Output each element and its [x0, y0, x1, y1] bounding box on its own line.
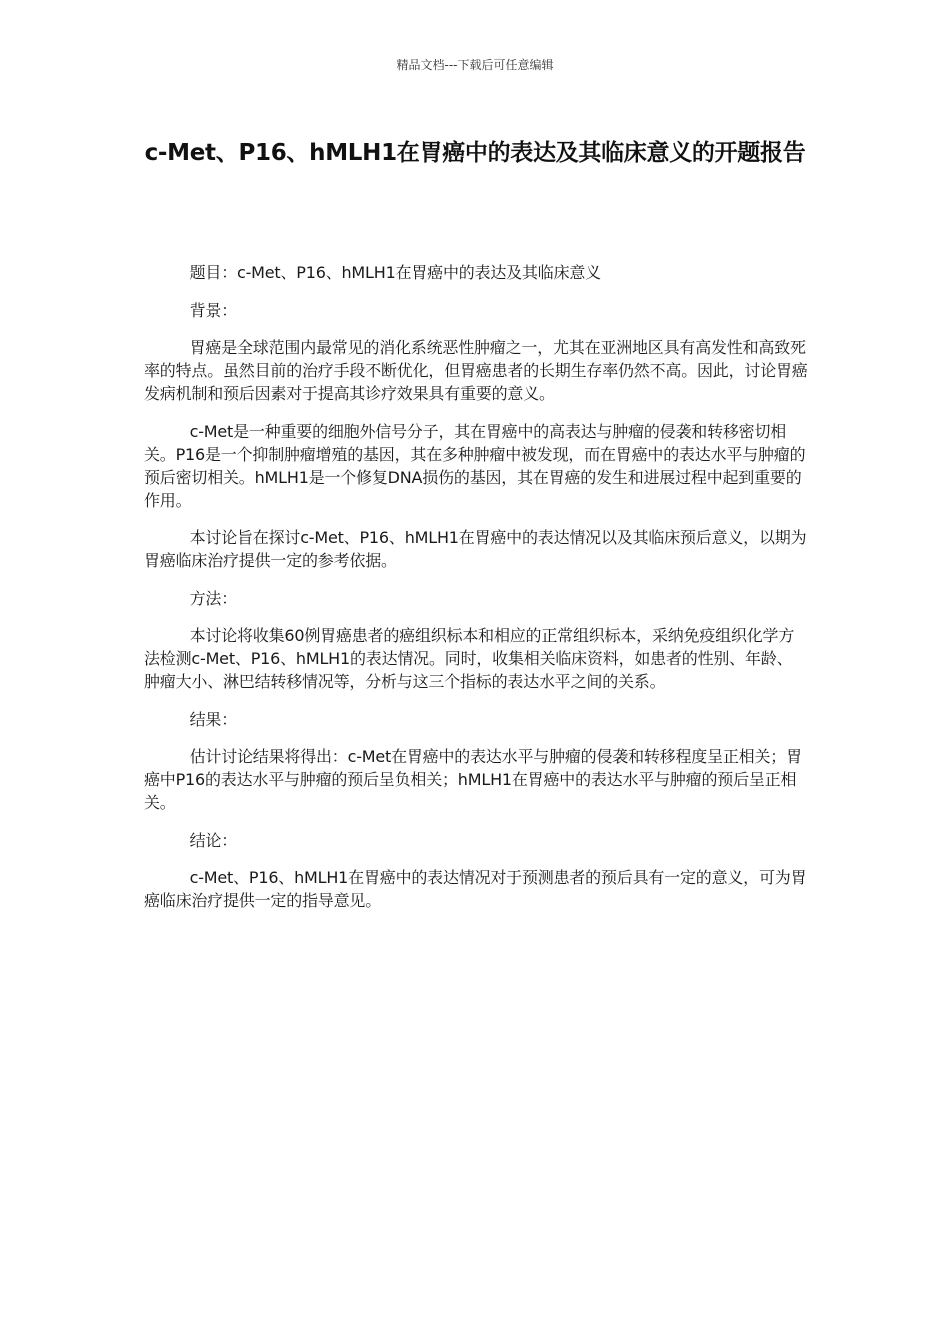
paragraph-background-1: 胃癌是全球范围内最常见的消化系统恶性肿瘤之一，尤其在亚洲地区具有高发性和高致死率的特点。虽然目前的治疗手段不断优化，但胃癌患者的长期生存率仍然不高。因此，讨论胃癌发病机制和预后因素对于提高其诊疗效果具有重要的意义。 — [144, 338, 808, 403]
section-heading-methods: 方法： — [189, 588, 237, 608]
section-heading-results: 结果： — [189, 709, 237, 729]
paragraph-results: 估计讨论结果将得出：c-Met在胃癌中的表达水平与肿瘤的侵袭和转移程度呈正相关；胃癌中P16的表达水平与肿瘤的预后呈负相关；hMLH1在胃癌中的表达水平与肿瘤的预后呈正相关。 — [144, 747, 802, 812]
section-heading-background: 背景： — [189, 300, 237, 320]
document-body — [144, 261, 808, 927]
paragraph-conclusion: c-Met、P16、hMLH1在胃癌中的表达情况对于预测患者的预后具有一定的意义，可为胃癌临床治疗提供一定的指导意见。 — [144, 868, 807, 910]
header-note: 精品文档---下载后可任意编辑 — [396, 58, 554, 72]
section-heading-conclusion: 结论： — [189, 830, 237, 850]
document-title: c-Met、P16、hMLH1在胃癌中的表达及其临床意义的开题报告 — [144, 140, 806, 166]
paragraph-methods: 本讨论将收集60例胃癌患者的癌组织标本和相应的正常组织标本，采纳免疫组织化学方法检测c-Met、P16、hMLH1的表达情况。同时，收集相关临床资料，如患者的性别、年龄、肿瘤大小、淋巴结转移情况等，分析与这三个指标的表达水平之间的关系。 — [144, 626, 795, 691]
paragraph-background-2: c-Met是一种重要的细胞外信号分子，其在胃癌中的高表达与肿瘤的侵袭和转移密切相关。P16是一个抑制肿瘤增殖的基因，其在多种肿瘤中被发现，而在胃癌中的表达水平与肿瘤的预后密切相关。hMLH1是一个修复DNA损伤的基因，其在胃癌的发生和进展过程中起到重要的作用。 — [144, 421, 806, 510]
paragraph-background-3: 本讨论旨在探讨c-Met、P16、hMLH1在胃癌中的表达情况以及其临床预后意义，以期为胃癌临床治疗提供一定的参考依据。 — [144, 528, 807, 570]
topic-line: 题目：c-Met、P16、hMLH1在胃癌中的表达及其临床意义 — [189, 263, 601, 282]
